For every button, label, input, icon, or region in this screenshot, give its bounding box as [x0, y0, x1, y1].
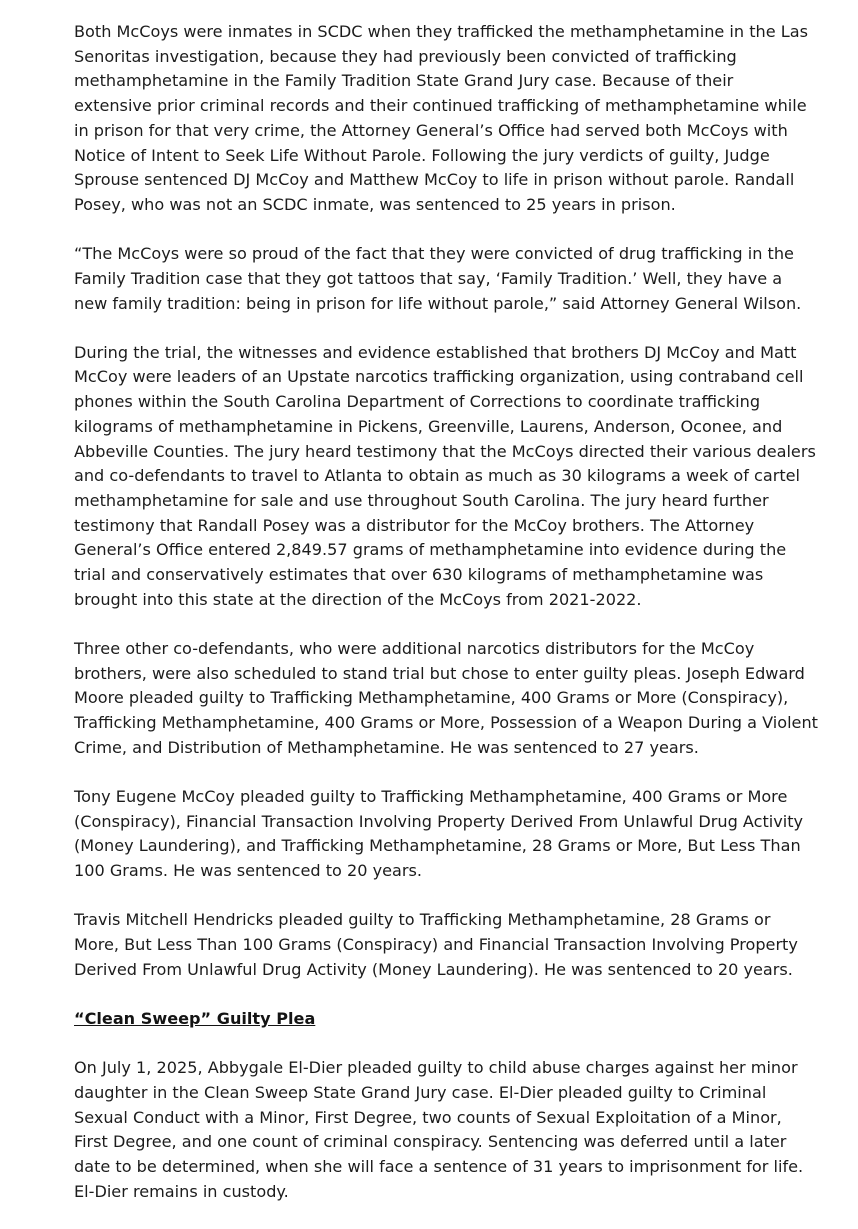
paragraph-el-dier-plea: On July 1, 2025, Abbygale El-Dier pleaded guilty to child abuse charges against her minor daughter in the Clean Sweep State Grand Jury case. El-Dier pleaded guilty to Criminal Sexual Conduct with a Minor, First Degree, two counts of Sexual Exploitation of a Minor, First Degree, and one count of criminal conspiracy. Sentencing was deferred until a later date to be determined, when she will face a sentence of 31 years to imprisonment for life. El-Dier remains in custody.: [74, 1058, 804, 1201]
paragraph-travis-hendricks: Travis Mitchell Hendricks pleaded guilty to Trafficking Methamphetamine, 28 Grams or More, But Less Than 100 Grams (Conspiracy) and Financial Transaction Involving Property Derived From Unlawful Drug Activity (Money Laundering). He was sentenced to 20 years.: [74, 910, 798, 979]
paragraph-ag-quote: “The McCoys were so proud of the fact that they were convicted of drug trafficking in the Family Tradition case that they got tattoos that say, ‘Family Tradition.’ Well, they have a new family tradition: being in prison for life without parole,” said Attorney General Wilson.: [74, 244, 802, 313]
paragraph-trial-evidence: During the trial, the witnesses and evidence established that brothers DJ McCoy and Matt McCoy were leaders of an Upstate narcotics trafficking organization, using contraband cell phones within the South Carolina Department of Corrections to coordinate trafficking kilograms of methamphetamine in Pickens, Greenville, Laurens, Anderson, Oconee, and Abbeville Counties. The jury heard testimony that the McCoys directed their various dealers and co-defendants to travel to Atlanta to obtain as much as 30 kilograms a week of cartel methamphetamine for sale and use throughout South Carolina. The jury heard further testimony that Randall Posey was a distributor for the McCoy brothers. The Attorney General’s Office entered 2,849.57 grams of methamphetamine into evidence during the trial and conservatively estimates that over 630 kilograms of methamphetamine was brought into this state at the direction of the McCoys from 2021-2022.: [74, 342, 816, 609]
paragraph-mccoys-inmates: Both McCoys were inmates in SCDC when they trafficked the methamphetamine in the Las Senoritas investigation, because they had previously been convicted of trafficking methamphetamine in the Family Tradition State Grand Jury case. Because of their extensive prior criminal records and their continued trafficking of methamphetamine while in prison for that very crime, the Attorney General’s Office had served both McCoys with Notice of Intent to Seek Life Without Parole. Following the jury verdicts of guilty, Judge Sprouse sentenced DJ McCoy and Matthew McCoy to life in prison without parole. Randall Posey, who was not an SCDC inmate, was sentenced to 25 years in prison.: [74, 22, 808, 214]
paragraph-co-defendants: Three other co-defendants, who were additional narcotics distributors for the McCoy brothers, were also scheduled to stand trial but chose to enter guilty pleas. Joseph Edward Moore pleaded guilty to Trafficking Methamphetamine, 400 Grams or More (Conspiracy), Trafficking Methamphetamine, 400 Grams or More, Possession of a Weapon During a Violent Crime, and Distribution of Methamphetamine. He was sentenced to 27 years.: [74, 638, 818, 757]
document-body: [74, 20, 844, 1229]
section-heading-clean-sweep: “Clean Sweep” Guilty Plea: [74, 1008, 316, 1028]
paragraph-tony-mccoy: Tony Eugene McCoy pleaded guilty to Trafficking Methamphetamine, 400 Grams or More (Conspiracy), Financial Transaction Involving Property Derived From Unlawful Drug Activity (Money Laundering), and Trafficking Methamphetamine, 28 Grams or More, But Less Than 100 Grams. He was sentenced to 20 years.: [74, 786, 804, 881]
